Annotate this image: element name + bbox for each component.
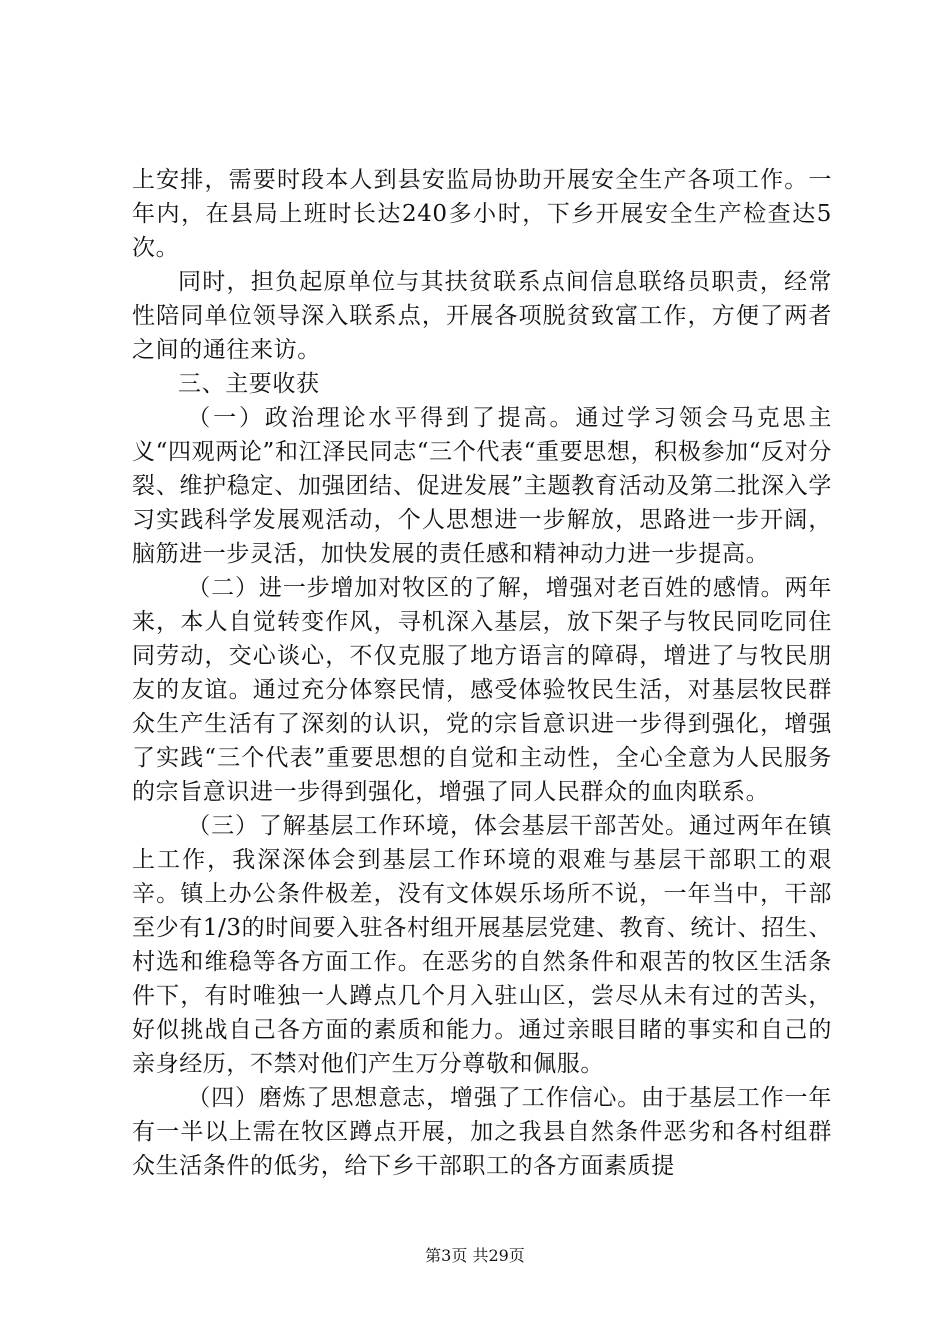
paragraph-gain-3: （三）了解基层工作环境，体会基层干部苦处。通过两年在镇上工作，我深深体会到基层工作环境的艰难与基层干部职工的艰辛。镇上办公条件极差，没有文体娱乐场所不说，一年当中，干部至少有1/3的时间要入驻各村组开展基层党建、教育、统计、招生、村选和维稳等各方面工作。在恶劣的自然条件和艰苦的牧区生活条件下，有时唯独一人蹲点几个月入驻山区，尝尽从未有过的苦头，好似挑战自己各方面的素质和能力。通过亲眼目睹的事实和自己的亲身经历，不禁对他们产生万分尊敬和佩服。: [132, 813, 832, 1077]
paragraph-gain-2: （二）进一步增加对牧区的了解，增强对老百姓的感情。两年来，本人自觉转变作风，寻机深入基层，放下架子与牧民同吃同住同劳动，交心谈心，不仅克服了地方语言的障碍，增进了与牧民朋友的友谊。通过充分体察民情，感受体验牧民生活，对基层牧民群众生产生活有了深刻的认识，党的宗旨意识进一步得到强化，增强了实践“三个代表”重要思想的自觉和主动性，全心全意为人民服务的宗旨意识进一步得到强化，增强了同人民群众的血肉联系。: [132, 575, 832, 805]
paragraph-liaison-duty: 同时，担负起原单位与其扶贫联系点间信息联络员职责，经常性陪同单位领导深入联系点，开展各项脱贫致富工作，方便了两者之间的通往来访。: [132, 269, 832, 363]
page-footer: 第3页 共29页: [425, 1246, 525, 1265]
paragraph-continuation: 上安排，需要时段本人到县安监局协助开展安全生产各项工作。一年内，在县局上班时长达240多小时，下乡开展安全生产检查达5次。: [132, 167, 832, 261]
document-body: [132, 163, 832, 1183]
paragraph-gain-4: （四）磨炼了思想意志，增强了工作信心。由于基层工作一年有一半以上需在牧区蹲点开展，加之我县自然条件恶劣和各村组群众生活条件的低劣，给下乡干部职工的各方面素质提: [132, 1085, 832, 1179]
section-heading-main-gains: 三、主要收获: [178, 371, 320, 397]
paragraph-gain-1: （一）政治理论水平得到了提高。通过学习领会马克思主义“四观两论”和江泽民同志“三个代表“重要思想，积极参加“反对分裂、维护稳定、加强团结、促进发展”主题教育活动及第二批深入学习实践科学发展观活动，个人思想进一步解放，思路进一步开阔，脑筋进一步灵活，加快发展的责任感和精神动力进一步提高。: [132, 405, 832, 567]
